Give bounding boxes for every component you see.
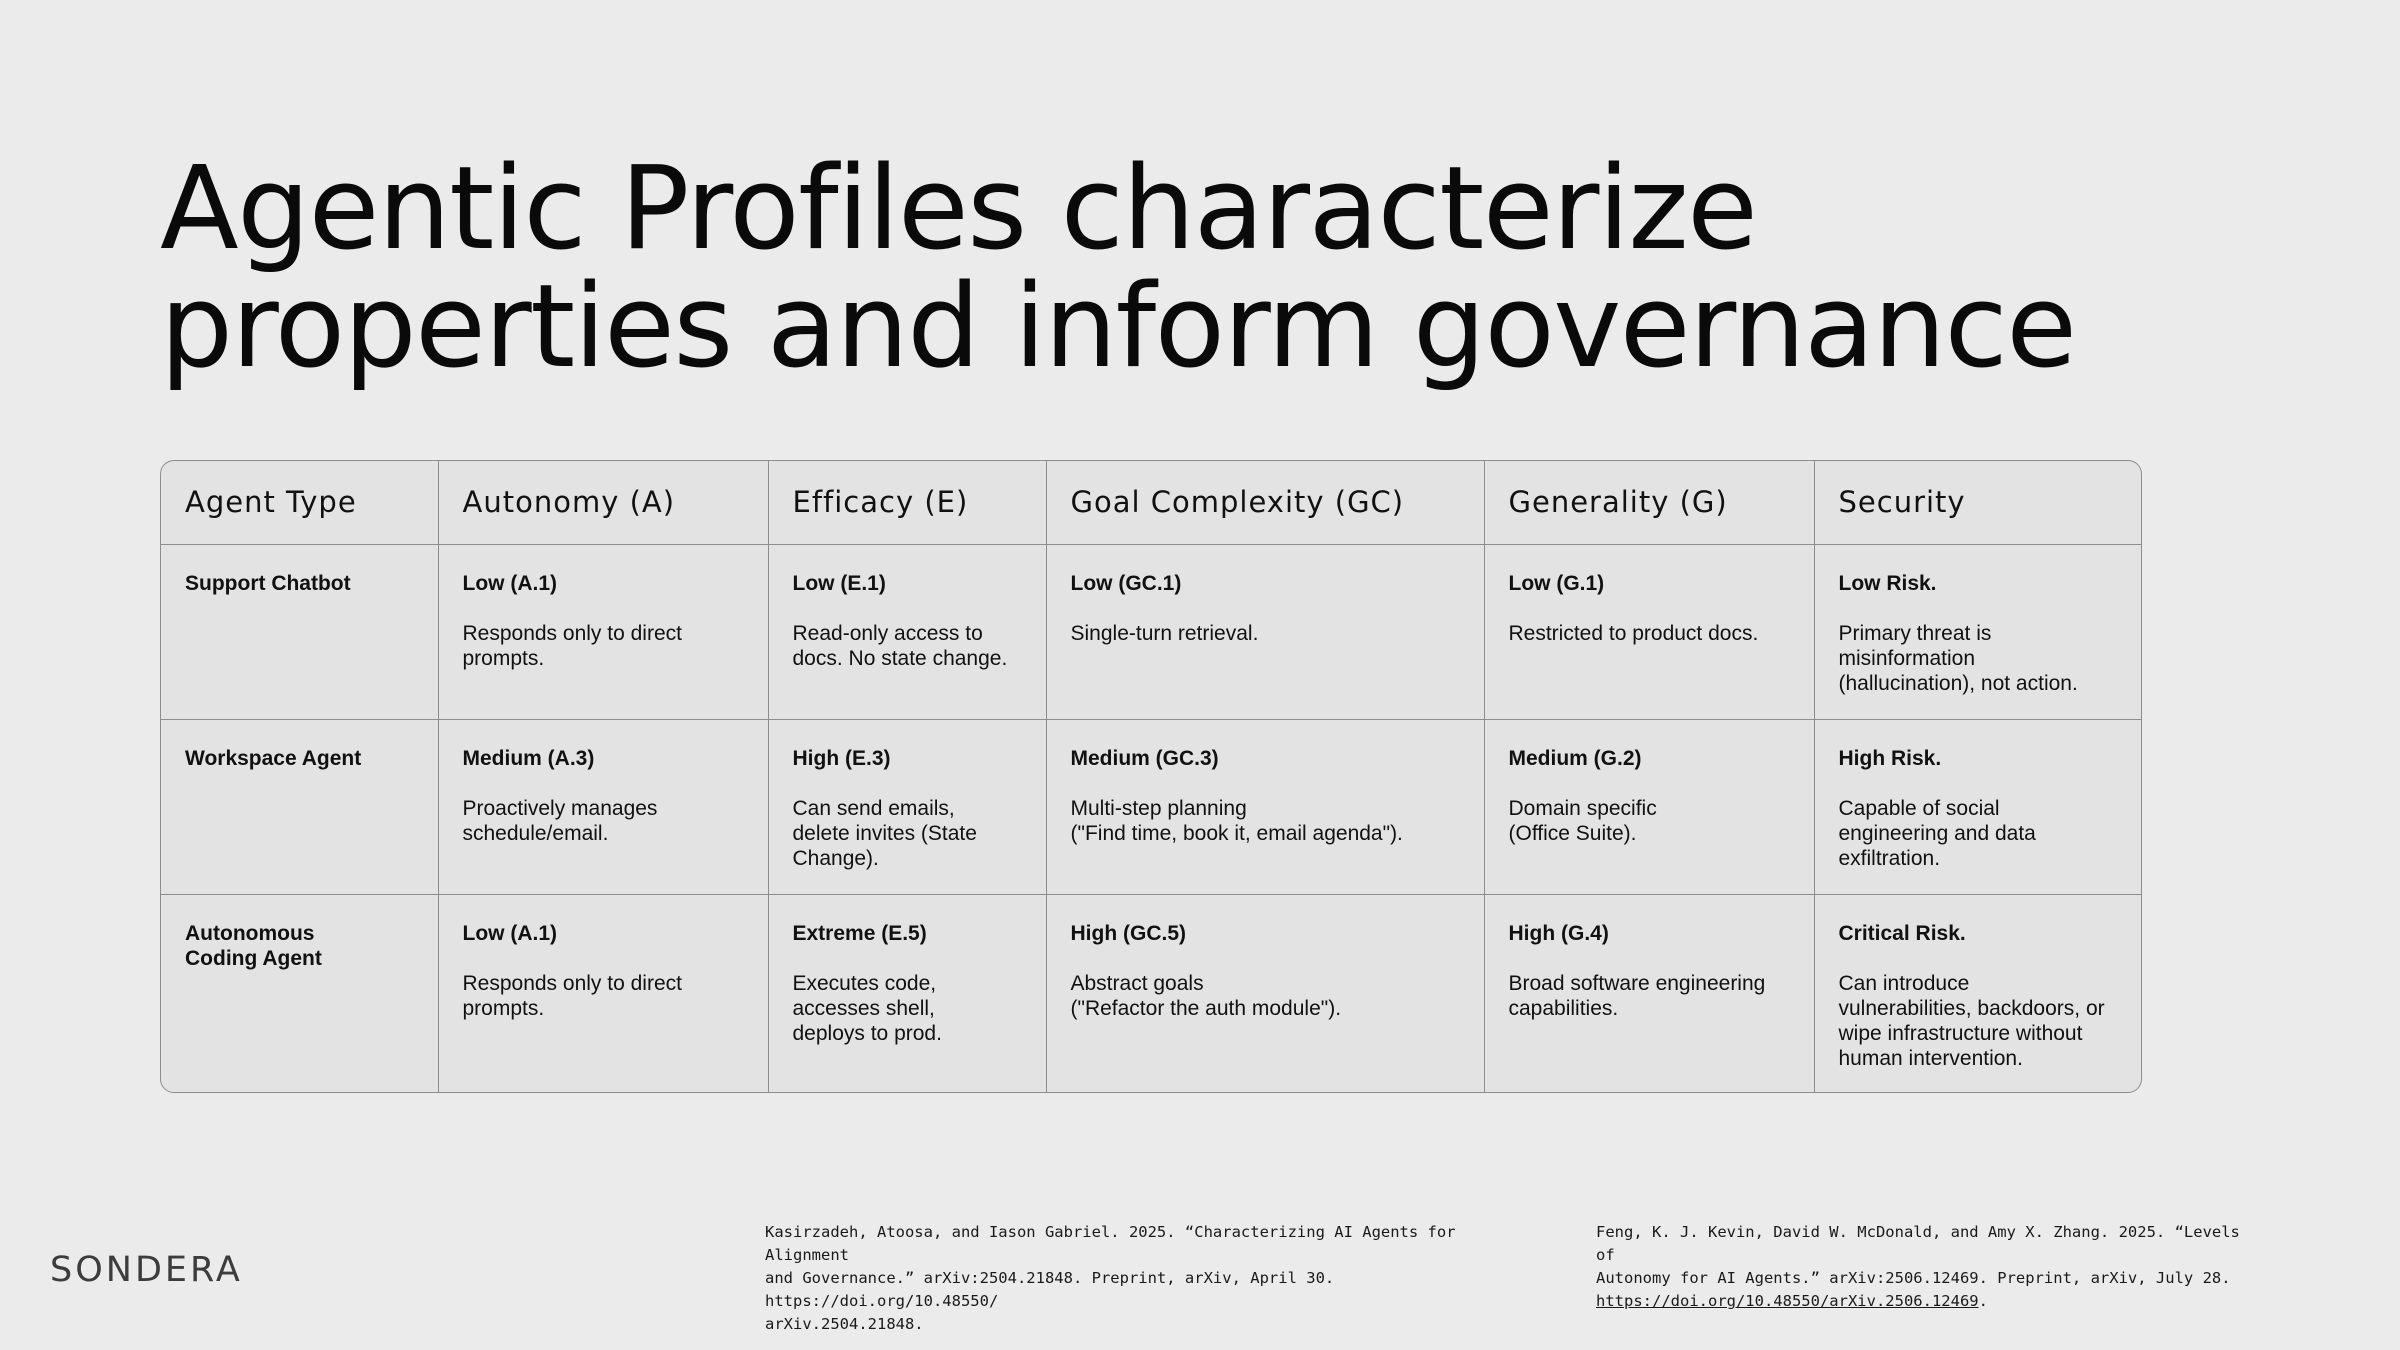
level-label: Critical Risk. [1838, 921, 1966, 945]
efficacy-cell [768, 894, 1046, 1092]
level-description: Capable of social engineering and data exfiltration. [1838, 796, 2036, 870]
reference-line [1596, 1290, 2256, 1313]
header-security: Security [1814, 461, 2142, 544]
header-generality: Generality (G) [1484, 461, 1814, 544]
title-line-2: properties and inform governance [160, 260, 2076, 394]
level-label: Extreme (E.5) [792, 921, 927, 945]
level-description: Responds only to direct prompts. [462, 621, 682, 670]
level-label: High (GC.5) [1070, 921, 1186, 945]
reference-line: Feng, K. J. Kevin, David W. McDonald, and Amy X. Zhang. 2025. “Levels of [1596, 1223, 2240, 1264]
security-cell [1814, 544, 2142, 719]
efficacy-cell [768, 544, 1046, 719]
level-description: Executes code, accesses shell, deploys to prod. [792, 971, 942, 1045]
level-label: Low Risk. [1838, 571, 1937, 595]
autonomy-cell [438, 719, 768, 894]
doi-link[interactable]: https://doi.org/10.48550/arXiv.2506.12469 [1596, 1292, 1979, 1310]
table-row [161, 894, 2142, 1092]
security-cell [1814, 894, 2142, 1092]
table-header-row [161, 461, 2142, 544]
goal-complexity-cell [1046, 894, 1484, 1092]
reference-period: . [1978, 1292, 1988, 1310]
security-cell [1814, 719, 2142, 894]
header-goal-complexity: Goal Complexity (GC) [1046, 461, 1484, 544]
level-label: Low (G.1) [1508, 571, 1605, 595]
level-description: Can send emails, delete invites (State Change). [792, 796, 977, 870]
level-description: Domain specific (Office Suite). [1508, 796, 1657, 845]
page-title [160, 142, 2260, 394]
header-agent-type: Agent Type [161, 461, 438, 544]
level-label: High Risk. [1838, 746, 1942, 770]
level-description: Abstract goals ("Refactor the auth module"). [1070, 971, 1342, 1020]
agent-type-cell: Autonomous Coding Agent [161, 894, 438, 1092]
level-label: Low (A.1) [462, 571, 557, 595]
reference-line: arXiv.2504.21848. [765, 1315, 924, 1333]
autonomy-cell [438, 544, 768, 719]
reference-line: Kasirzadeh, Atoosa, and Iason Gabriel. 2025. “Characterizing AI Agents for Alignment [765, 1223, 1456, 1264]
generality-cell [1484, 894, 1814, 1092]
level-description: Multi-step planning ("Find time, book it, email agenda"). [1070, 796, 1403, 845]
autonomy-cell [438, 894, 768, 1092]
level-label: High (E.3) [792, 746, 891, 770]
header-autonomy: Autonomy (A) [438, 461, 768, 544]
level-label: Medium (A.3) [462, 746, 595, 770]
reference-line: and Governance.” arXiv:2504.21848. Preprint, arXiv, April 30. https://doi.org/10.48550/ [765, 1269, 1335, 1310]
table-row [161, 544, 2142, 719]
reference-line: Autonomy for AI Agents.” arXiv:2506.12469. Preprint, arXiv, July 28. [1596, 1269, 2231, 1287]
level-description: Responds only to direct prompts. [462, 971, 682, 1020]
level-label: Low (A.1) [462, 921, 557, 945]
level-description: Can introduce vulnerabilities, backdoors, or wipe infrastructure without human intervention. [1838, 971, 2105, 1070]
reference-feng [1596, 1221, 2256, 1313]
goal-complexity-cell [1046, 719, 1484, 894]
table-row [161, 719, 2142, 894]
title-line-1: Agentic Profiles characterize [160, 142, 1757, 276]
efficacy-cell [768, 719, 1046, 894]
level-description: Single-turn retrieval. [1070, 621, 1259, 645]
generality-cell [1484, 544, 1814, 719]
level-label: Low (E.1) [792, 571, 886, 595]
level-label: Medium (G.2) [1508, 746, 1642, 770]
level-description: Broad software engineering capabilities. [1508, 971, 1766, 1020]
level-label: High (G.4) [1508, 921, 1609, 945]
level-description: Primary threat is misinformation (hallucination), not action. [1838, 621, 2078, 695]
agent-type-cell: Support Chatbot [161, 544, 438, 719]
header-efficacy: Efficacy (E) [768, 461, 1046, 544]
sondera-logo: SONDERA [50, 1250, 243, 1290]
agent-type-cell: Workspace Agent [161, 719, 438, 894]
level-description: Restricted to product docs. [1508, 621, 1759, 645]
level-description: Read-only access to docs. No state change. [792, 621, 1008, 670]
goal-complexity-cell [1046, 544, 1484, 719]
agent-profiles-table [160, 460, 2142, 1093]
level-label: Low (GC.1) [1070, 571, 1182, 595]
reference-kasirzadeh [765, 1221, 1545, 1336]
level-description: Proactively manages schedule/email. [462, 796, 658, 845]
generality-cell [1484, 719, 1814, 894]
level-label: Medium (GC.3) [1070, 746, 1219, 770]
